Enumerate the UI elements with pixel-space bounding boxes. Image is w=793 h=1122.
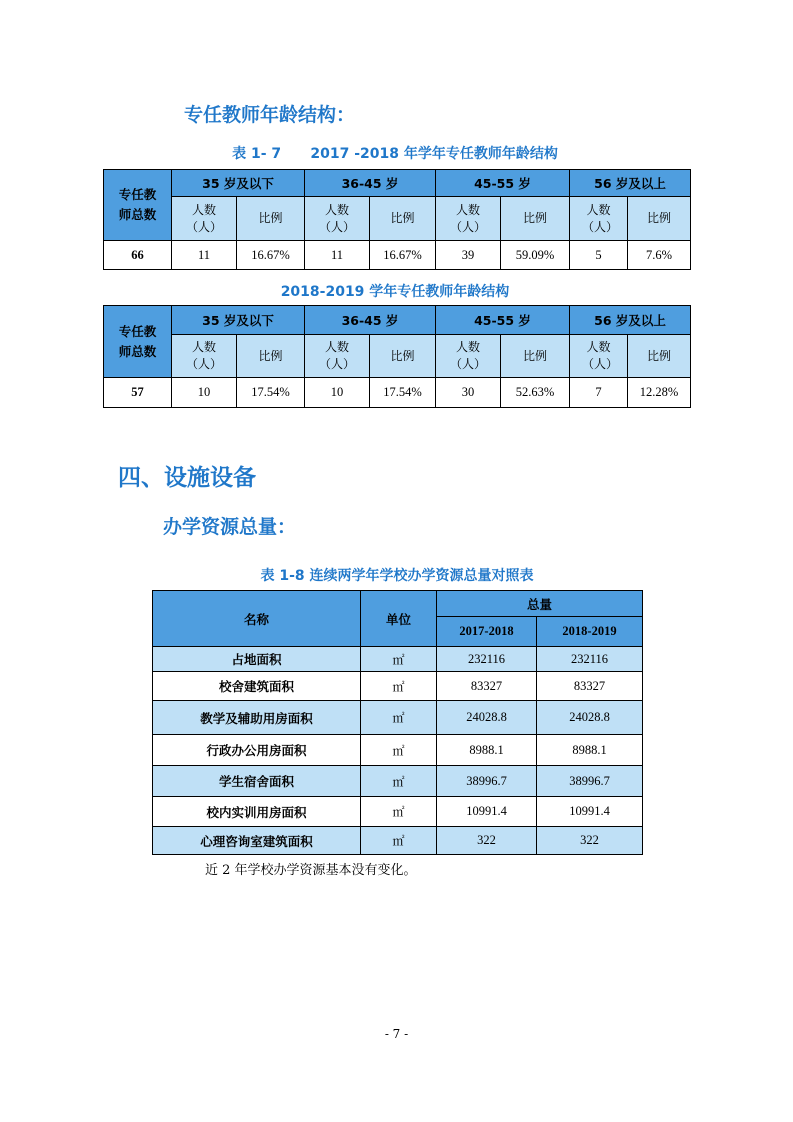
header-count: 人数（人） (570, 197, 628, 241)
table-cell: 12.28% (628, 378, 691, 408)
resources-note: 近 2 年学校办学资源基本没有变化。 (205, 863, 417, 878)
row-value: 322 (537, 827, 643, 855)
table-cell: 16.67% (370, 241, 436, 270)
section-subtitle-teacher-age: 专任教师年龄结构： (184, 104, 356, 126)
table-cell: 10 (305, 378, 370, 408)
header-age-group: 45-55 岁 (436, 306, 570, 335)
header-name: 名称 (153, 591, 361, 647)
row-unit: ㎡ (361, 701, 437, 735)
header-age-group: 45-55 岁 (436, 170, 570, 197)
header-ratio: 比例 (501, 335, 570, 378)
header-total-teachers: 专任教师总数 (104, 170, 172, 241)
row-unit: ㎡ (361, 647, 437, 672)
table-cell: 30 (436, 378, 501, 408)
page-number: - 7 - (384, 1027, 409, 1041)
row-name: 校内实训用房面积 (153, 797, 361, 827)
header-count: 人数（人） (305, 197, 370, 241)
header-age-group: 35 岁及以下 (172, 170, 305, 197)
row-value: 10991.4 (537, 797, 643, 827)
row-name: 行政办公用房面积 (153, 735, 361, 766)
table-cell: 11 (305, 241, 370, 270)
teacher-age-table-2017 (103, 169, 691, 270)
cell-total: 66 (104, 241, 172, 270)
table-caption-resources: 表 1-8 连续两学年学校办学资源总量对照表 (260, 568, 534, 584)
row-value: 83327 (437, 672, 537, 701)
table-cell: 11 (172, 241, 237, 270)
header-age-group: 56 岁及以上 (570, 170, 691, 197)
row-name: 教学及辅助用房面积 (153, 701, 361, 735)
table-cell: 7 (570, 378, 628, 408)
row-value: 24028.8 (437, 701, 537, 735)
resources-table (152, 590, 643, 855)
table-cell: 5 (570, 241, 628, 270)
header-age-group: 36-45 岁 (305, 306, 436, 335)
table-cell: 10 (172, 378, 237, 408)
row-value: 38996.7 (437, 766, 537, 797)
row-unit: ㎡ (361, 797, 437, 827)
row-name: 校舍建筑面积 (153, 672, 361, 701)
table-cell: 17.54% (370, 378, 436, 408)
row-value: 38996.7 (537, 766, 643, 797)
table-caption-2017: 表 1- 7 2017 -2018 年学年专任教师年龄结构 (232, 146, 558, 162)
header-count: 人数（人） (436, 335, 501, 378)
header-ratio: 比例 (237, 335, 305, 378)
row-value: 8988.1 (537, 735, 643, 766)
row-name: 心理咨询室建筑面积 (153, 827, 361, 855)
row-value: 322 (437, 827, 537, 855)
header-count: 人数（人） (305, 335, 370, 378)
header-total-teachers: 专任教师总数 (104, 306, 172, 378)
cell-total: 57 (104, 378, 172, 408)
row-unit: ㎡ (361, 735, 437, 766)
table-cell: 52.63% (501, 378, 570, 408)
teacher-age-table-2018 (103, 305, 691, 408)
table-cell: 7.6% (628, 241, 691, 270)
row-value: 8988.1 (437, 735, 537, 766)
row-unit: ㎡ (361, 827, 437, 855)
table-cell: 39 (436, 241, 501, 270)
header-year: 2018-2019 (537, 617, 643, 647)
row-value: 83327 (537, 672, 643, 701)
row-name: 占地面积 (153, 647, 361, 672)
header-ratio: 比例 (628, 197, 691, 241)
header-count: 人数（人） (172, 197, 237, 241)
table-cell: 17.54% (237, 378, 305, 408)
header-age-group: 36-45 岁 (305, 170, 436, 197)
header-age-group: 56 岁及以上 (570, 306, 691, 335)
header-year: 2017-2018 (437, 617, 537, 647)
header-ratio: 比例 (370, 335, 436, 378)
section-subtitle-resources: 办学资源总量： (163, 516, 297, 538)
row-value: 10991.4 (437, 797, 537, 827)
table-cell: 59.09% (501, 241, 570, 270)
section-heading-facilities: 四、设施设备 (118, 465, 256, 491)
row-value: 232116 (537, 647, 643, 672)
table-cell: 16.67% (237, 241, 305, 270)
row-value: 24028.8 (537, 701, 643, 735)
header-count: 人数（人） (436, 197, 501, 241)
header-age-group: 35 岁及以下 (172, 306, 305, 335)
header-count: 人数（人） (172, 335, 237, 378)
header-ratio: 比例 (628, 335, 691, 378)
row-unit: ㎡ (361, 766, 437, 797)
row-value: 232116 (437, 647, 537, 672)
header-total: 总量 (437, 591, 643, 617)
header-count: 人数（人） (570, 335, 628, 378)
row-name: 学生宿舍面积 (153, 766, 361, 797)
header-ratio: 比例 (370, 197, 436, 241)
table-caption-2018: 2018-2019 学年专任教师年龄结构 (280, 284, 510, 300)
header-unit: 单位 (361, 591, 437, 647)
header-ratio: 比例 (237, 197, 305, 241)
header-ratio: 比例 (501, 197, 570, 241)
row-unit: ㎡ (361, 672, 437, 701)
